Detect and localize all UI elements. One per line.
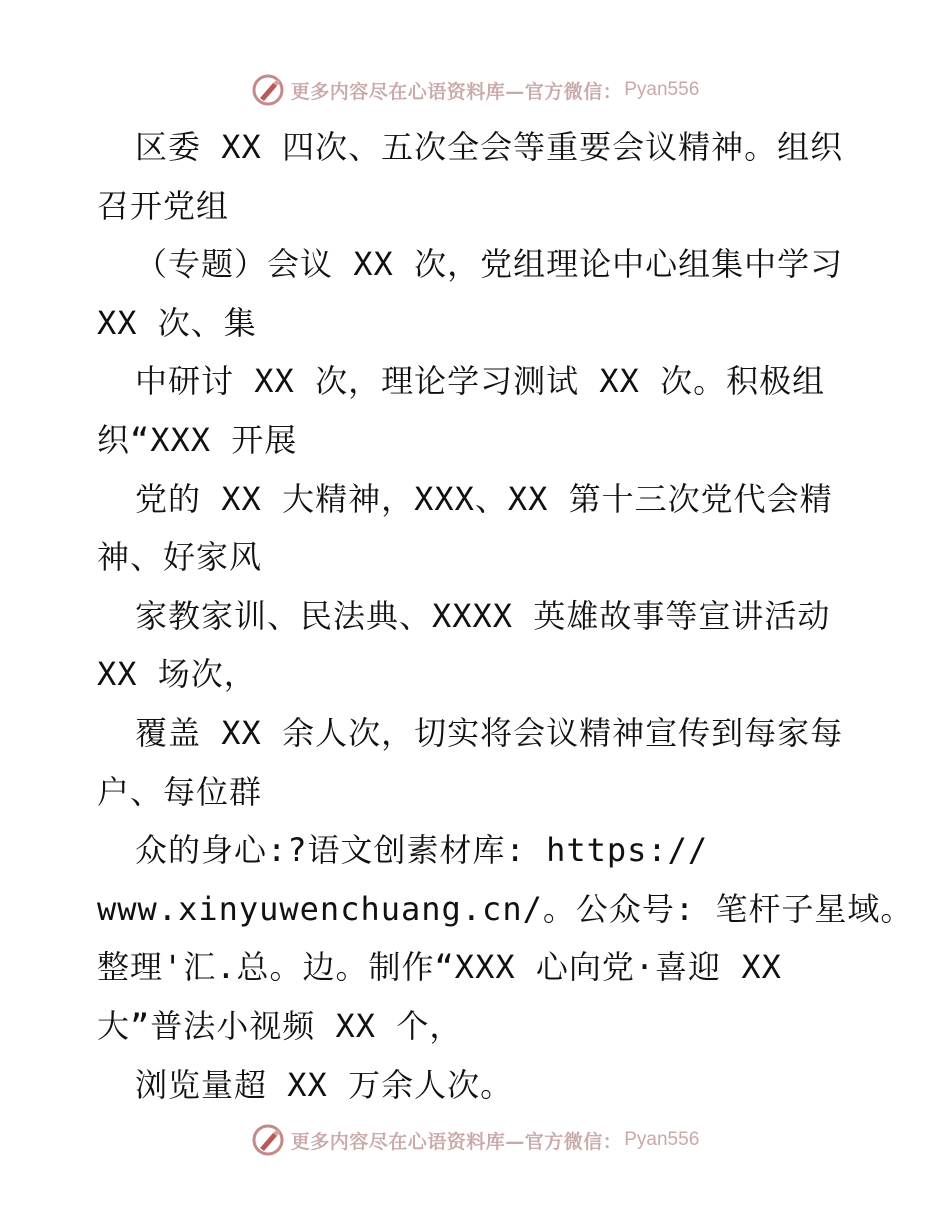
body-line: 整理'汇.总。边。制作“XXX 心向党·喜迎 XX <box>97 948 782 987</box>
body-line: 中研讨 XX 次，理论学习测试 XX 次。积极组 <box>135 362 826 401</box>
body-line: 众的身心:?语文创素材库: https:// <box>135 831 709 870</box>
pen-logo-icon <box>251 1123 285 1157</box>
header-watermark <box>0 70 950 110</box>
pen-logo-icon <box>251 73 285 107</box>
body-line: 神、好家风 <box>97 538 263 577</box>
body-line: 党的 XX 大精神，XXX、XX 第十三次党代会精 <box>135 479 833 518</box>
document-body <box>97 118 914 1114</box>
body-line: www.xinyuwenchuang.cn/。公众号: 笔杆子星域。 <box>97 889 914 928</box>
body-line: 大”普法小视频 XX 个， <box>97 1006 463 1045</box>
body-line: 户、每位群 <box>97 772 263 811</box>
body-line: （专题）会议 XX 次，党组理论中心组集中学习 <box>135 245 844 284</box>
footer-watermark <box>0 1120 950 1160</box>
header-watermark-id: Pyan556 <box>624 79 700 100</box>
body-line: 召开党组 <box>97 186 230 225</box>
footer-watermark-text: 更多内容尽在心语资料库—官方微信： <box>290 1130 623 1153</box>
body-line: 家教家训、民法典、XXXX 英雄故事等宣讲活动 <box>135 596 831 635</box>
body-line: 覆盖 XX 余人次，切实将会议精神宣传到每家每 <box>135 713 844 752</box>
body-line: 浏览量超 XX 万余人次。 <box>135 1065 514 1104</box>
header-watermark-text: 更多内容尽在心语资料库—官方微信： <box>290 80 623 103</box>
footer-watermark-id: Pyan556 <box>624 1129 700 1150</box>
body-line: 区委 XX 四次、五次全会等重要会议精神。组织 <box>135 128 844 166</box>
body-line: XX 次、集 <box>97 303 257 342</box>
body-line: 织“XXX 开展 <box>97 420 298 459</box>
body-line: XX 场次， <box>97 655 257 694</box>
